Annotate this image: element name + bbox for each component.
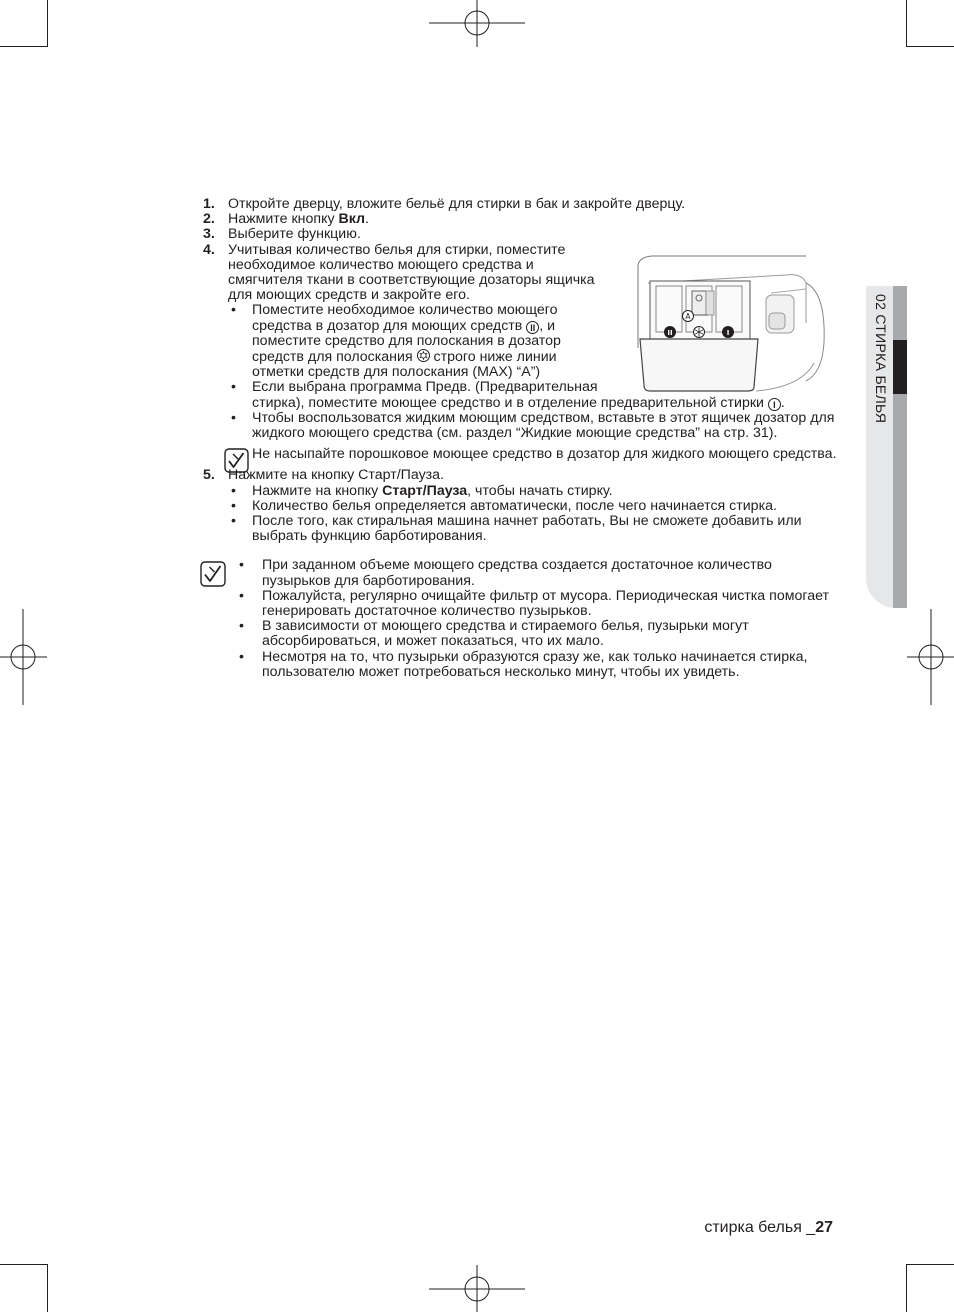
- step-number: 1.: [203, 196, 215, 212]
- bullet-text: В зависимости от моющего средства и стираемого белья, пузырьки могут абсорбироваться, и может показаться, что их мало.: [262, 618, 749, 650]
- bullet-text: стирка), поместите моющее средство и в отделение предварительной стирки: [252, 394, 768, 411]
- step-text-line: Учитывая количество белья для стирки, поместите: [228, 241, 566, 258]
- page-number: 27: [815, 1219, 833, 1236]
- main-wash-symbol-icon: II: [526, 321, 539, 334]
- list-item: [228, 411, 843, 441]
- bullet-icon: •: [231, 379, 236, 396]
- bullet-text: строго ниже линии: [429, 349, 557, 366]
- step-5: [203, 468, 843, 544]
- list-item: [228, 484, 843, 499]
- bullet-line: Поместите необходимое количество моющего: [252, 302, 558, 319]
- step-number: 2.: [203, 211, 215, 228]
- registration-mark-icon: [906, 608, 954, 706]
- start-pause-button-name: Старт/Пауза: [382, 482, 468, 499]
- crop-mark: [907, 46, 954, 47]
- bullet-text: средства в дозатор для моющих средств: [252, 317, 527, 334]
- footer-section: стирка белья _: [704, 1219, 816, 1236]
- power-button-name: Вкл: [338, 211, 366, 228]
- step-number: 5.: [203, 467, 215, 484]
- list-item: [237, 558, 843, 588]
- step-1: [203, 197, 843, 212]
- prewash-symbol-icon: I: [768, 398, 781, 411]
- bullet-text: Количество белья определяется автоматически, после чего начинается стирка.: [252, 497, 777, 514]
- bullet-line: [252, 396, 843, 411]
- note: [203, 558, 843, 680]
- label-ii: II: [667, 329, 673, 337]
- bullet-line: отметки средств для полоскания (MAX) “A”): [252, 364, 541, 381]
- label-a: A: [685, 312, 691, 321]
- bullet-text: , и: [539, 317, 556, 334]
- bullet-text: Нажмите на кнопку: [252, 482, 383, 499]
- page-footer: [704, 1219, 833, 1237]
- bullet-text: Несмотря на то, что пузырьки образуются сразу же, как только начинается стирка, пользователю может потребоваться несколько минут, чтобы их увидеть.: [262, 648, 808, 680]
- bullet-text: При заданном объеме моющего средства создается достаточное количество пузырьков для барботирования.: [262, 557, 772, 589]
- list-item: [228, 514, 843, 544]
- crop-mark: [906, 1264, 907, 1312]
- list-item: [237, 650, 843, 680]
- bullet-icon: •: [239, 557, 244, 574]
- registration-mark-icon: [428, 1264, 526, 1312]
- chapter-tab-marker: [893, 340, 907, 394]
- bullet-icon: •: [231, 497, 236, 514]
- bullet-text: .: [780, 394, 785, 411]
- step-text: .: [365, 211, 369, 228]
- softener-symbol-icon: [417, 349, 430, 362]
- note-text: Не насыпайте порошковое моющее средство в дозатор для жидкого моющего средства.: [252, 446, 837, 463]
- bullet-icon: •: [239, 648, 244, 665]
- bullet-line: Если выбрана программа Предв. (Предварительная: [252, 379, 598, 396]
- crop-mark: [47, 1264, 48, 1312]
- list-item: [228, 499, 843, 514]
- detergent-drawer-illustration: [636, 253, 828, 395]
- step-text-line: смягчителя ткани в соответствующие дозаторы ящичка: [228, 272, 595, 289]
- chapter-tab-bar: [893, 286, 907, 608]
- list-item: [237, 589, 843, 619]
- step-number: 4.: [203, 241, 215, 258]
- bullet-line: поместите средство для полоскания в дозатор: [252, 332, 561, 349]
- bullet-text: Пожалуйста, регулярно очищайте фильтр от мусора. Периодическая чистка помогает генерировать достаточное количество пузырьков.: [262, 587, 830, 620]
- crop-mark: [47, 0, 48, 47]
- registration-mark-icon: [0, 608, 48, 706]
- step-number: 3.: [203, 226, 215, 243]
- step-2: [203, 212, 843, 227]
- bullet-icon: •: [231, 482, 236, 499]
- step-text-line: для моющих средств и закройте его.: [228, 287, 470, 304]
- crop-mark: [0, 1264, 47, 1265]
- step-text-line: необходимое количество моющего средства и: [228, 256, 534, 273]
- crop-mark: [906, 0, 907, 47]
- list-item: [237, 619, 843, 649]
- bullet-text: , чтобы начать стирку.: [467, 482, 613, 499]
- bullet-icon: •: [239, 587, 244, 604]
- crop-mark: [0, 46, 47, 47]
- step-text: Нажмите на кнопку Старт/Пауза.: [228, 467, 445, 484]
- bullet-text: средств для полоскания: [252, 349, 417, 366]
- bullet-icon: •: [231, 513, 236, 530]
- bullet-icon: •: [239, 618, 244, 635]
- step-text: Откройте дверцу, вложите бельё для стирки в бак и закройте дверцу.: [228, 196, 686, 212]
- step-text: Нажмите кнопку: [228, 211, 339, 228]
- chapter-label: 02 СТИРКА БЕЛЬЯ: [873, 294, 889, 424]
- bullet-text: После того, как стиральная машина начнет работать, Вы не сможете добавить или выбрать функцию барботирования.: [252, 513, 802, 545]
- label-i: I: [726, 329, 730, 337]
- note-icon: [200, 561, 226, 587]
- step-3: [203, 227, 843, 242]
- bullet-icon: •: [231, 409, 236, 426]
- registration-mark-icon: [428, 0, 526, 48]
- bullet-text: Чтобы воспользоватся жидким моющим средством, вставьте в этот ящичек дозатор для жидкого моющего средства (см. раздел “Жидкие моющие средства” на стр. 31).: [252, 409, 835, 442]
- bullet-icon: •: [231, 302, 236, 319]
- note: [203, 447, 843, 462]
- crop-mark: [907, 1264, 954, 1265]
- step-text: Выберите функцию.: [228, 226, 361, 243]
